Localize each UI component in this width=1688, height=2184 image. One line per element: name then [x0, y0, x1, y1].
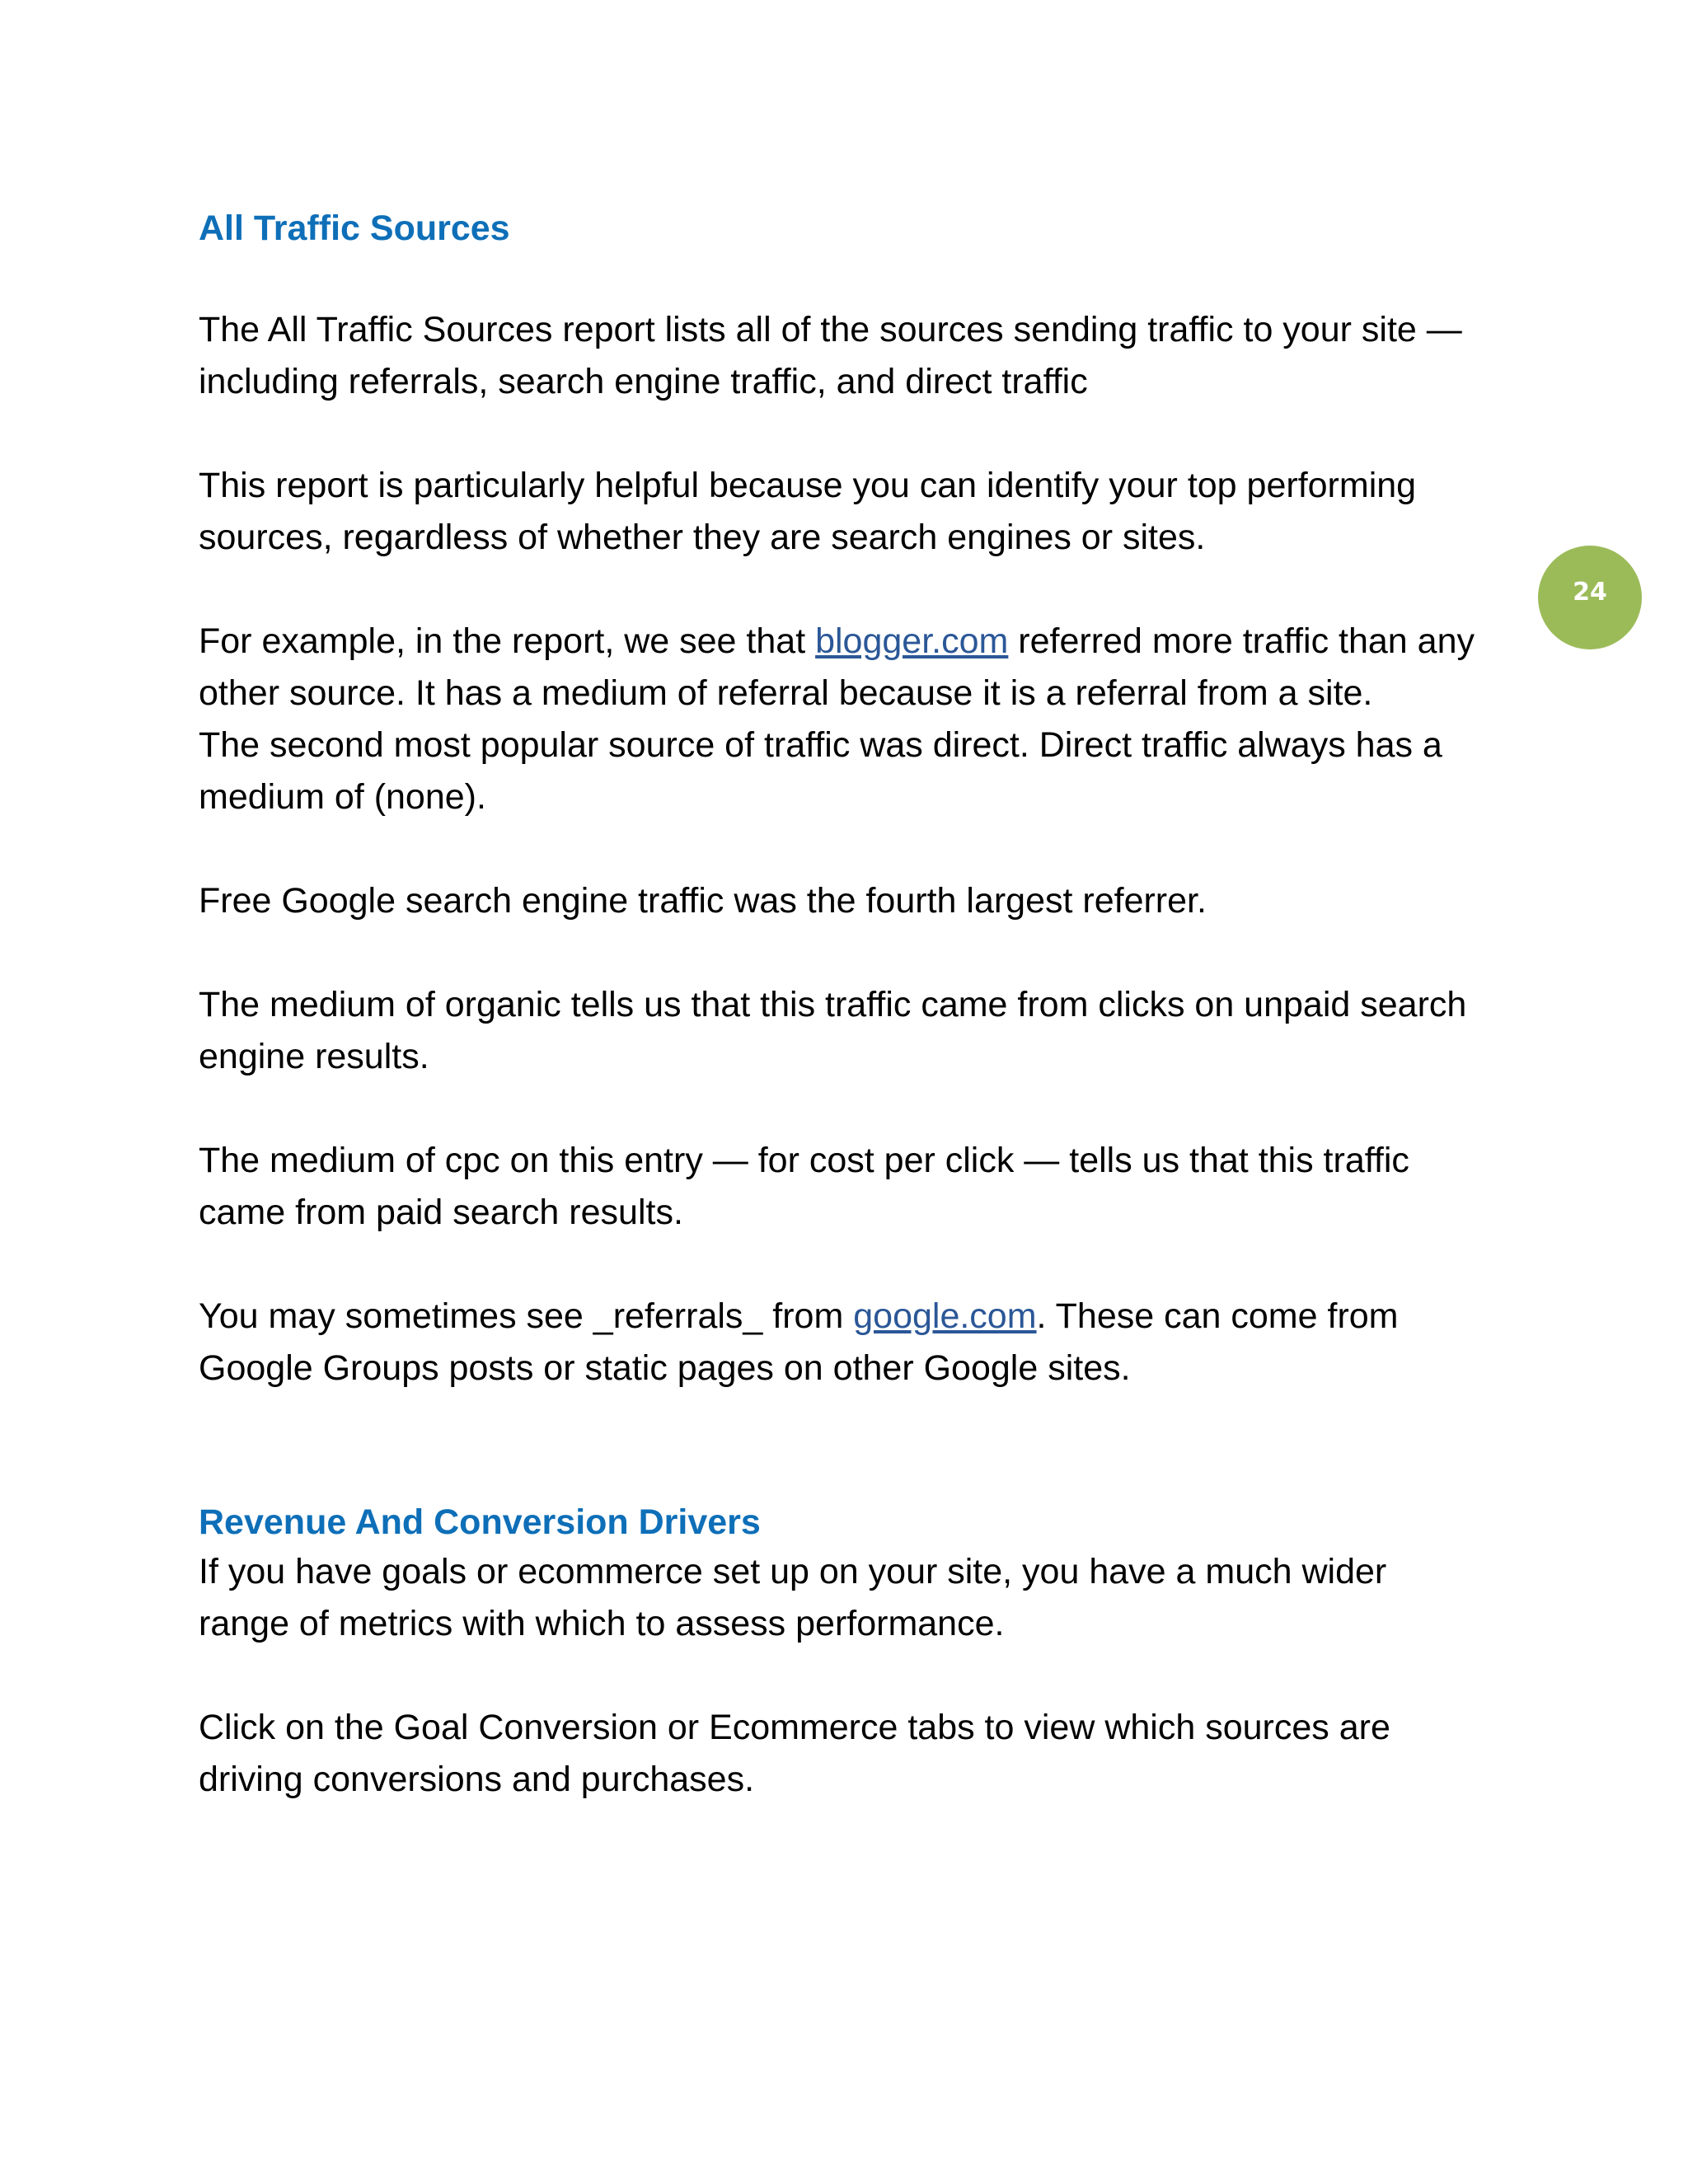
paragraph: The medium of cpc on this entry — for cost per click — tells us that this traffic came from paid search results. [199, 1141, 1409, 1232]
paragraph: The medium of organic tells us that this traffic came from clicks on unpaid search engine results. [199, 985, 1467, 1076]
paragraph-text: For example, in the report, we see that [199, 621, 816, 661]
section-heading-revenue-conversion-drivers: Revenue And Conversion Drivers [199, 1502, 761, 1542]
section-heading-all-traffic-sources: All Traffic Sources [199, 209, 510, 248]
page-number-badge [1538, 546, 1642, 649]
blogger-link[interactable]: blogger.com [815, 621, 1009, 661]
paragraph-text: . These can come from Google Groups posts or static pages on other Google sites. [199, 1296, 1399, 1388]
paragraph: Click on the Goal Conversion or Ecommerce tabs to view which sources are driving conversions and purchases. [199, 1708, 1390, 1799]
page-number: 24 [1573, 577, 1607, 607]
paragraph: This report is particularly helpful because you can identify your top performing sources, regardless of whether they are search engines or sites. [199, 466, 1417, 557]
paragraph: Free Google search engine traffic was the fourth largest referrer. [199, 881, 1207, 921]
paragraph [199, 616, 1484, 719]
page-content [199, 204, 1484, 1806]
paragraph-text: You may sometimes see _referrals_ from [199, 1296, 854, 1336]
paragraph-text: referred more traffic than any other source. It has a medium of referral because it is a referral from a site. [199, 621, 1475, 713]
paragraph: If you have goals or ecommerce set up on your site, you have a much wider range of metrics with which to assess performance. [199, 1552, 1387, 1643]
paragraph: The All Traffic Sources report lists all of the sources sending traffic to your site — including referrals, search engine traffic, and direct traffic [199, 310, 1462, 401]
paragraph: The second most popular source of traffic was direct. Direct traffic always has a medium of (none). [199, 725, 1442, 817]
google-link[interactable]: google.com [853, 1296, 1037, 1336]
paragraph [199, 1291, 1484, 1394]
